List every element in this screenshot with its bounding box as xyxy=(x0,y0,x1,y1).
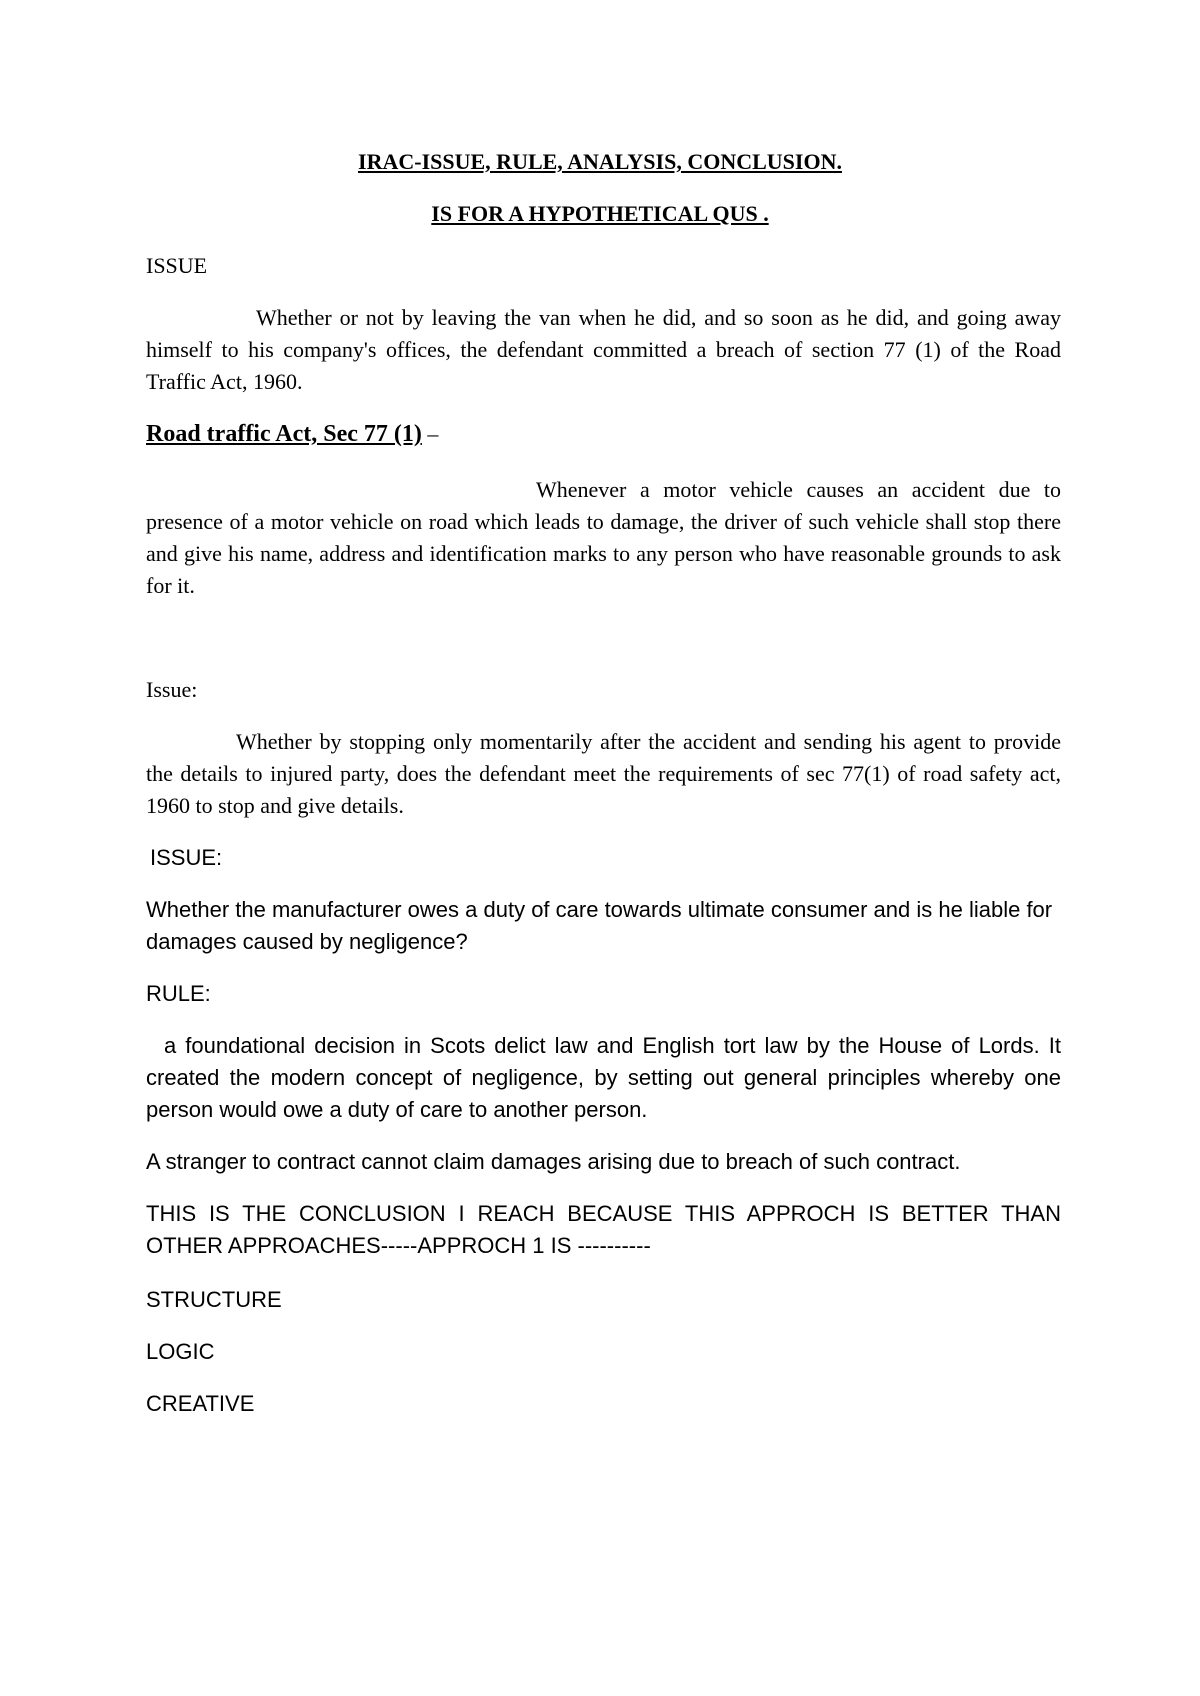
rule-paragraph-2: a foundational decision in Scots delict law and English tort law by the House of Lords. It created the modern concept of negligence, by setting out general principles whereby one person would owe a duty of care to another person. xyxy=(146,1033,1061,1122)
rule-heading-dash: – xyxy=(421,421,439,446)
rule-heading-2: RULE: xyxy=(146,981,211,1006)
stranger-paragraph: A stranger to contract cannot claim damages arising due to breach of such contract. xyxy=(146,1149,961,1174)
issue-heading-2: Issue: xyxy=(146,677,198,702)
issue-paragraph-3: Whether the manufacturer owes a duty of care towards ultimate consumer and is he liable for damages caused by negligence? xyxy=(146,897,1053,954)
issue-heading: ISSUE xyxy=(146,253,208,278)
conclusion-paragraph: THIS IS THE CONCLUSION I REACH BECAUSE THIS APPROCH IS BETTER THAN OTHER APPROACHES-----APPROCH 1 IS ---------- xyxy=(146,1201,1061,1258)
list-item-logic: LOGIC xyxy=(146,1339,215,1364)
document-title: IRAC-ISSUE, RULE, ANALYSIS, CONCLUSION. xyxy=(358,149,842,174)
list-item-structure: STRUCTURE xyxy=(146,1287,282,1312)
issue-heading-3: ISSUE: xyxy=(150,845,223,870)
issue-paragraph-2: Whether by stopping only momentarily after the accident and sending his agent to provide the details to injured party, does the defendant meet the requirements of sec 77(1) of road safety act, 1960 to stop and give details. xyxy=(146,729,1061,818)
issue-paragraph: Whether or not by leaving the van when he did, and so soon as he did, and going away himself to his company's offices, the defendant committed a breach of section 77 (1) of the Road Traffic Act, 1960. xyxy=(146,305,1061,394)
rule-heading xyxy=(146,418,1061,450)
rule-paragraph: Whenever a motor vehicle causes an accident due to presence of a motor vehicle on road which leads to damage, the driver of such vehicle shall stop there and give his name, address and identification marks to any person who have reasonable grounds to ask for it. xyxy=(146,477,1061,598)
list-item-creative: CREATIVE xyxy=(146,1391,255,1416)
rule-heading-text: Road traffic Act, Sec 77 (1) xyxy=(146,421,422,447)
document-subtitle: IS FOR A HYPOTHETICAL QUS . xyxy=(431,201,769,226)
